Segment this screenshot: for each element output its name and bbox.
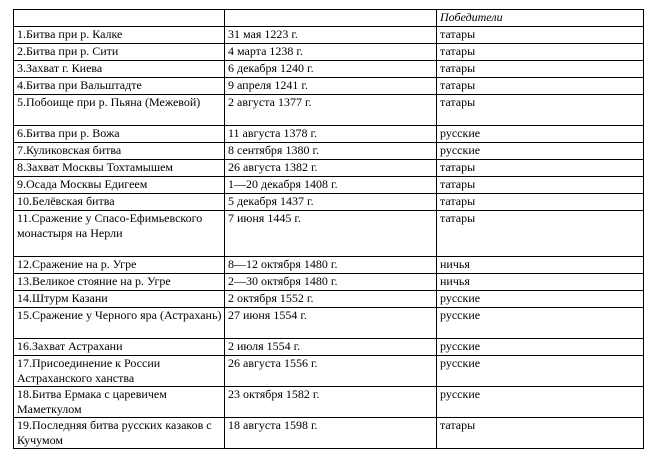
winner-cell: татары <box>437 95 644 126</box>
date-cell: 2 августа 1377 г. <box>225 95 437 126</box>
table-row <box>14 44 644 61</box>
date-cell: 5 декабря 1437 г. <box>225 194 437 211</box>
battle-cell: 16.Захват Астрахани <box>14 339 225 356</box>
battle-cell: 18.Битва Ермака с царевичем Маметкулом <box>14 387 225 418</box>
winner-cell: русские <box>437 356 644 387</box>
date-cell: 1—20 декабря 1408 г. <box>225 177 437 194</box>
date-cell: 2 октября 1552 г. <box>225 291 437 308</box>
table-row <box>14 95 644 126</box>
table-row <box>14 257 644 274</box>
table-row <box>14 339 644 356</box>
battle-cell: 8.Захват Москвы Тохтамышем <box>14 160 225 177</box>
winner-cell: татары <box>437 61 644 78</box>
date-cell: 11 августа 1378 г. <box>225 126 437 143</box>
winner-cell: ничья <box>437 257 644 274</box>
table-row <box>14 27 644 44</box>
table-row <box>14 194 644 211</box>
header-battle-cell <box>14 10 225 27</box>
table-row <box>14 126 644 143</box>
battle-cell: 7.Куликовская битва <box>14 143 225 160</box>
winner-cell: татары <box>437 194 644 211</box>
battle-cell: 11.Сражение у Спасо-Ефимьевского монастыря на Нерли <box>14 211 225 257</box>
battle-cell: 1.Битва при р. Калке <box>14 27 225 44</box>
winner-cell: татары <box>437 177 644 194</box>
battle-cell: 4.Битва при Вальштадте <box>14 78 225 95</box>
date-cell: 26 августа 1556 г. <box>225 356 437 387</box>
date-cell: 2 июля 1554 г. <box>225 339 437 356</box>
table-row <box>14 291 644 308</box>
date-cell: 18 августа 1598 г. <box>225 418 437 449</box>
winner-cell: русские <box>437 143 644 160</box>
winner-cell: татары <box>437 78 644 95</box>
date-cell: 27 июня 1554 г. <box>225 308 437 339</box>
battle-cell: 10.Белёвская битва <box>14 194 225 211</box>
battle-cell: 14.Штурм Казани <box>14 291 225 308</box>
header-winner-cell: Победители <box>437 10 644 27</box>
battle-cell: 13.Великое стояние на р. Угре <box>14 274 225 291</box>
header-date-cell <box>225 10 437 27</box>
battle-cell: 9.Осада Москвы Едигеем <box>14 177 225 194</box>
table-row <box>14 211 644 257</box>
table-row <box>14 387 644 418</box>
date-cell: 7 июня 1445 г. <box>225 211 437 257</box>
date-cell: 31 мая 1223 г. <box>225 27 437 44</box>
winner-cell: русские <box>437 291 644 308</box>
table-row <box>14 160 644 177</box>
battle-cell: 3.Захват г. Киева <box>14 61 225 78</box>
winner-cell: татары <box>437 418 644 449</box>
winner-cell: русские <box>437 126 644 143</box>
winner-cell: русские <box>437 308 644 339</box>
date-cell: 23 октября 1582 г. <box>225 387 437 418</box>
battle-cell: 2.Битва при р. Сити <box>14 44 225 61</box>
table-row <box>14 418 644 449</box>
battle-cell: 5.Побоище при р. Пьяна (Межевой) <box>14 95 225 126</box>
table-row <box>14 274 644 291</box>
winner-cell: татары <box>437 160 644 177</box>
table-row <box>14 356 644 387</box>
date-cell: 8—12 октября 1480 г. <box>225 257 437 274</box>
battle-cell: 19.Последняя битва русских казаков с Кучумом <box>14 418 225 449</box>
winner-cell: татары <box>437 44 644 61</box>
winner-cell: татары <box>437 211 644 257</box>
battle-cell: 15.Сражение у Черного яра (Астрахань) <box>14 308 225 339</box>
winner-cell: русские <box>437 339 644 356</box>
battle-cell: 6.Битва при р. Вожа <box>14 126 225 143</box>
winner-cell: русские <box>437 387 644 418</box>
header-row <box>14 10 644 27</box>
table-row <box>14 78 644 95</box>
date-cell: 2—30 октября 1480 г. <box>225 274 437 291</box>
table-row <box>14 61 644 78</box>
battle-cell: 12.Сражение на р. Угре <box>14 257 225 274</box>
date-cell: 6 декабря 1240 г. <box>225 61 437 78</box>
battles-table <box>13 9 644 449</box>
winner-cell: ничья <box>437 274 644 291</box>
table-row <box>14 143 644 160</box>
battle-cell: 17.Присоединение к России Астраханского ханства <box>14 356 225 387</box>
date-cell: 26 августа 1382 г. <box>225 160 437 177</box>
date-cell: 4 марта 1238 г. <box>225 44 437 61</box>
winner-cell: татары <box>437 27 644 44</box>
table-row <box>14 308 644 339</box>
table-row <box>14 177 644 194</box>
date-cell: 9 апреля 1241 г. <box>225 78 437 95</box>
date-cell: 8 сентября 1380 г. <box>225 143 437 160</box>
